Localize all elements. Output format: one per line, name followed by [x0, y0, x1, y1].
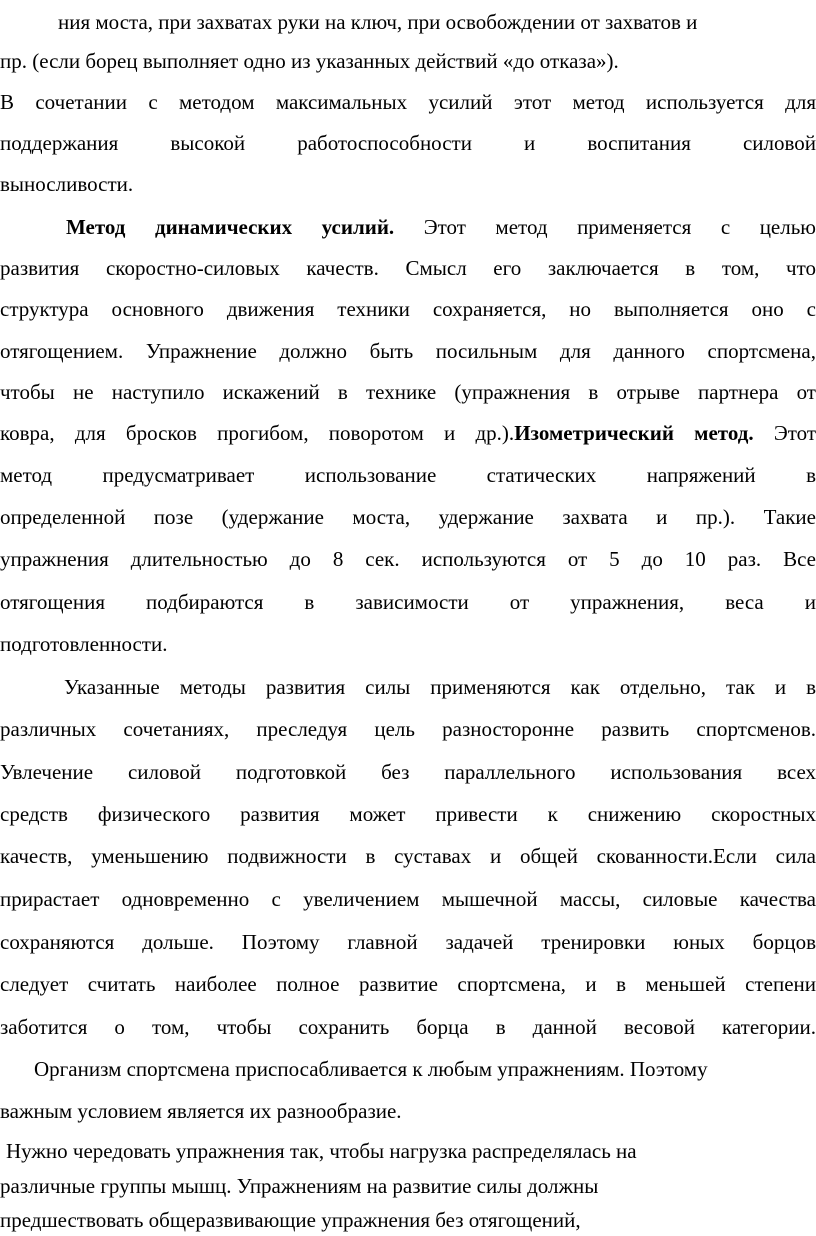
text-line: отягощением. Упражнение должно быть посильным для данного спортсмена,	[0, 339, 816, 363]
text-line: структура основного движения техники сохраняется, но выполняется оно с	[0, 297, 816, 321]
text-line: следует считать наиболее полное развитие спортсмена, и в меньшей степени	[0, 972, 816, 996]
text-line: поддержания высокой работоспособности и воспитания силовой	[0, 131, 816, 155]
text-line	[66, 212, 816, 242]
text-line: Нужно чередовать упражнения так, чтобы нагрузка распределялась на	[6, 1139, 637, 1163]
text-line: заботится о том, чтобы сохранить борца в данной весовой категории.	[0, 1015, 816, 1039]
text-line: развития скоростно-силовых качеств. Смысл его заключается в том, что	[0, 256, 816, 280]
text-line: отягощения подбираются в зависимости от упражнения, веса и	[0, 590, 816, 614]
text-line: ния моста, при захватах руки на ключ, при освобождении от захватов и	[58, 10, 698, 34]
text-run: ковра, для бросков прогибом, поворотом и др.).	[0, 421, 515, 445]
text-line	[0, 418, 816, 448]
text-line: средств физического развития может привести к снижению скоростных	[0, 802, 816, 826]
text-line: качеств, уменьшению подвижности в суставах и общей скованности.Если сила	[0, 844, 816, 868]
text-line: Организм спортсмена приспосабливается к любым упражнениям. Поэтому	[34, 1057, 708, 1081]
text-run: Этот метод применяется с целью	[394, 215, 816, 239]
text-line: предшествовать общеразвивающие упражнения без отягощений,	[0, 1208, 581, 1232]
section-heading-dynamic: Метод динамических усилий.	[66, 215, 395, 239]
section-heading-isometric: Изометрический метод.	[514, 421, 754, 445]
text-line: сохраняются дольше. Поэтому главной задачей тренировки юных борцов	[0, 930, 816, 954]
text-run: Этот	[753, 421, 816, 445]
text-line: Указанные методы развития силы применяются как отдельно, так и в	[64, 675, 816, 699]
text-line: важным условием является их разнообразие.	[0, 1099, 402, 1123]
text-line: выносливости.	[0, 172, 134, 196]
text-line: метод предусматривает использование статических напряжений в	[0, 463, 816, 487]
text-line: определенной позе (удержание моста, удержание захвата и пр.). Такие	[0, 505, 816, 529]
text-line: подготовленности.	[0, 632, 168, 656]
text-line: различных сочетаниях, преследуя цель разносторонне развить спортсменов.	[0, 717, 816, 741]
text-line: Увлечение силовой подготовкой без параллельного использования всех	[0, 760, 816, 784]
text-line: прирастает одновременно с увеличением мышечной массы, силовые качества	[0, 887, 816, 911]
text-line: чтобы не наступило искажений в технике (упражнения в отрыве партнера от	[0, 380, 816, 404]
text-line: пр. (если борец выполняет одно из указанных действий «до отказа»).	[0, 49, 619, 73]
text-line: В сочетании с методом максимальных усилий этот метод используется для	[0, 90, 816, 114]
text-line: упражнения длительностью до 8 сек. используются от 5 до 10 раз. Все	[0, 547, 816, 571]
text-line: различные группы мышц. Упражнениям на развитие силы должны	[0, 1174, 599, 1198]
